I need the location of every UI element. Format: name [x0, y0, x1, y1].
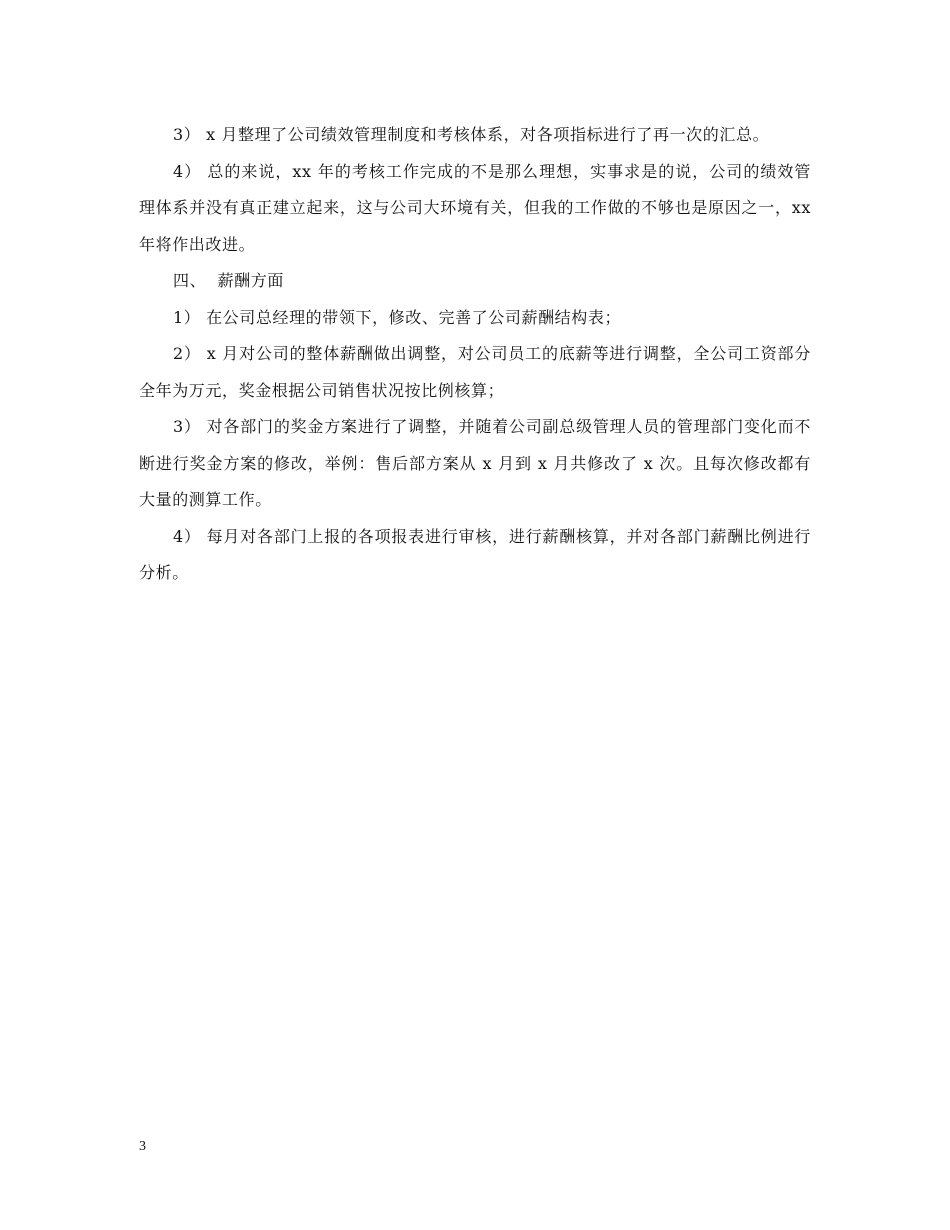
paragraph-salary-adjustment: 2） x 月对公司的整体薪酬做出调整，对公司员工的底薪等进行调整，全公司工资部分全年为万元，奖金根据公司销售状况按比例核算；: [139, 344, 811, 400]
page-number: 3: [139, 1139, 146, 1154]
paragraph-salary-structure: 1） 在公司总经理的带领下，修改、完善了公司薪酬结构表；: [173, 307, 622, 327]
paragraph-assessment-review: 4） 总的来说，xx 年的考核工作完成的不是那么理想，实事求是的说，公司的绩效管理体系并没有真正建立起来，这与公司大环境有关，但我的工作做的不够也是原因之一，xx 年将作出改进。: [139, 161, 811, 254]
paragraph-performance-summary: 3） x 月整理了公司绩效管理制度和考核体系，对各项指标进行了再一次的汇总。: [173, 125, 770, 144]
section-heading-compensation: 四、 薪酬方面: [173, 271, 284, 290]
document-body: [139, 117, 811, 592]
paragraph-monthly-review: 4） 每月对各部门上报的各项报表进行审核，进行薪酬核算，并对各部门薪酬比例进行分析。: [139, 526, 811, 582]
paragraph-bonus-plan: 3） 对各部门的奖金方案进行了调整，并随着公司副总级管理人员的管理部门变化而不断进行奖金方案的修改，举例：售后部方案从 x 月到 x 月共修改了 x 次。且每次修改都有大量的测算工作。: [139, 417, 811, 509]
